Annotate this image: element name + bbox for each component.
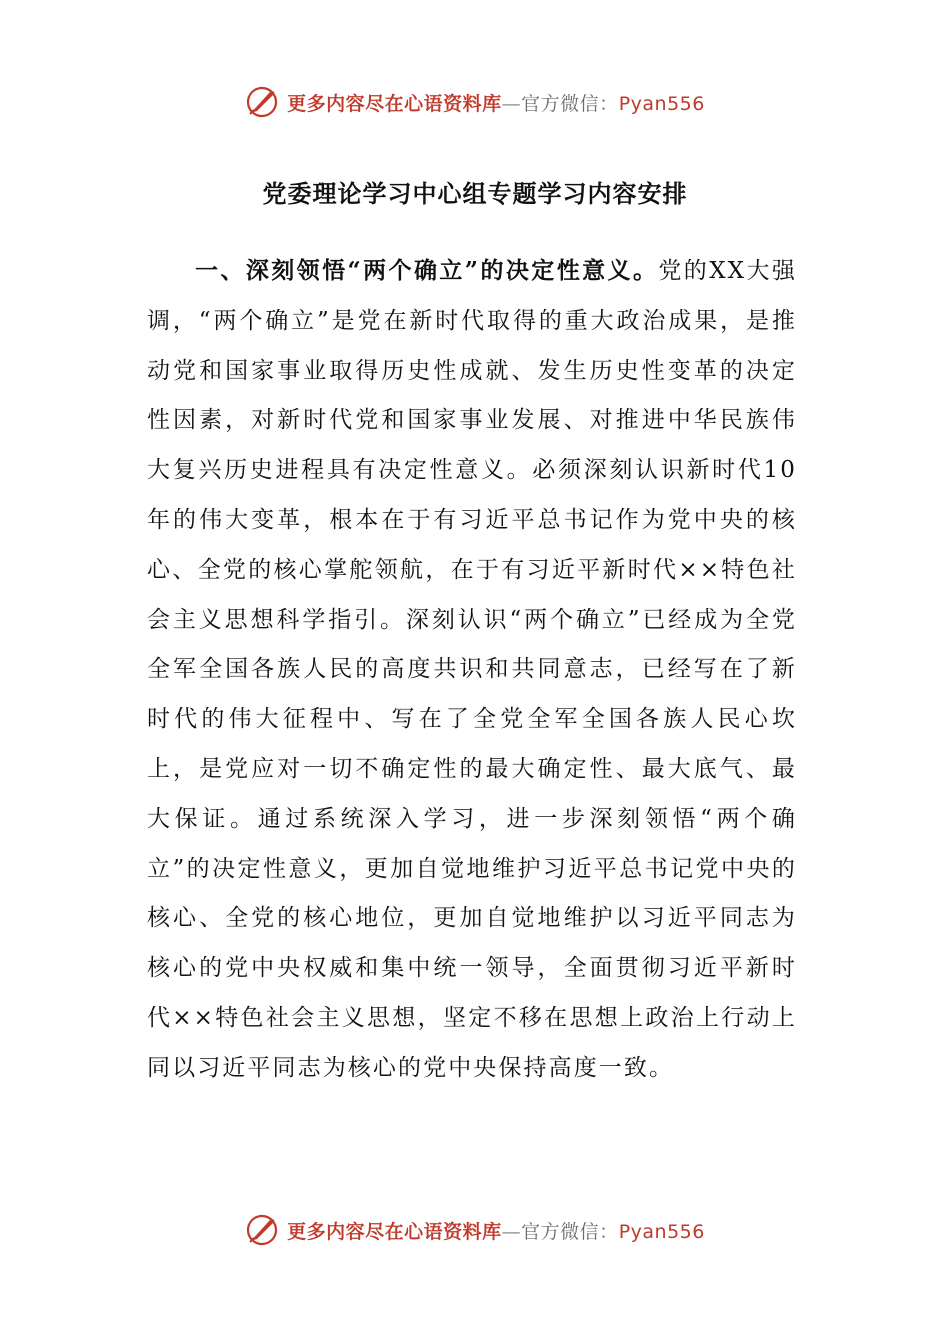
watermark-wechat-id: Pyan556 bbox=[618, 1220, 705, 1243]
header-watermark bbox=[0, 82, 950, 122]
watermark-wechat-id: Pyan556 bbox=[618, 92, 705, 115]
section-heading: 一、深刻领悟“两个确立”的决定性意义。 bbox=[195, 257, 659, 284]
watermark-label: 官方微信： bbox=[521, 92, 619, 115]
section-paragraph bbox=[147, 246, 797, 1094]
watermark-text bbox=[287, 89, 705, 116]
watermark-brand: 更多内容尽在心语资料库 bbox=[287, 92, 502, 115]
footer-watermark bbox=[0, 1210, 950, 1250]
section-body: 党的XX大强调，“两个确立”是党在新时代取得的重大政治成果，是推动党和国家事业取得历史性成就、发生历史性变革的决定性因素，对新时代党和国家事业发展、对推进中华民族伟大复兴历史进程具有决定性意义。必须深刻认识新时代10年的伟大变革，根本在于有习近平总书记作为党中央的核心、全党的核心掌舵领航，在于有习近平新时代××特色社会主义思想科学指引。深刻认识“两个确立”已经成为全党全军全国各族人民的高度共识和共同意志，已经写在了新时代的伟大征程中、写在了全党全军全国各族人民心坎上，是党应对一切不确定性的最大确定性、最大底气、最大保证。通过系统深入学习，进一步深刻领悟“两个确立”的决定性意义，更加自觉地维护习近平总书记党中央的核心、全党的核心地位，更加自觉地维护以习近平同志为核心的党中央权威和集中统一领导，全面贯彻习近平新时代××特色社会主义思想，坚定不移在思想上政治上行动上同以习近平同志为核心的党中央保持高度一致。 bbox=[147, 258, 797, 1081]
document-title: 党委理论学习中心组专题学习内容安排 bbox=[262, 179, 688, 208]
watermark-brand: 更多内容尽在心语资料库 bbox=[287, 1220, 502, 1243]
watermark-separator: — bbox=[501, 92, 522, 115]
quill-pen-icon bbox=[245, 85, 279, 119]
watermark-separator: — bbox=[501, 1220, 522, 1243]
watermark-text bbox=[287, 1217, 705, 1244]
watermark-label: 官方微信： bbox=[521, 1220, 619, 1243]
quill-pen-icon bbox=[245, 1213, 279, 1247]
